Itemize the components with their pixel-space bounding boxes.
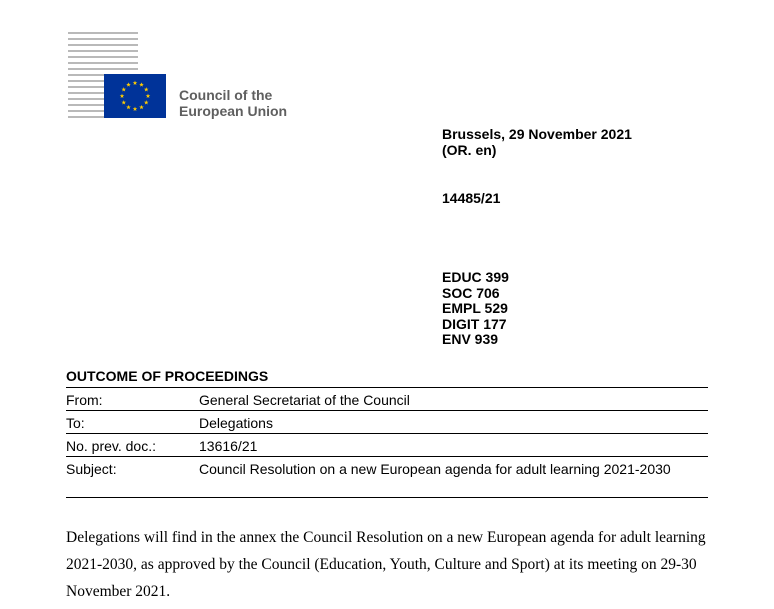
row-value: Delegations: [199, 415, 273, 431]
organization-name: [179, 87, 287, 119]
table-rule: [66, 497, 708, 498]
eu-flag-icon: [104, 74, 166, 118]
code-item: EMPL 529: [442, 300, 508, 316]
code-item: ENV 939: [442, 331, 499, 347]
row-label: To:: [66, 415, 85, 431]
table-rule: [66, 433, 708, 434]
original-language: (OR. en): [442, 141, 497, 158]
table-rule: [66, 410, 708, 411]
row-value: General Secretariat of the Council: [199, 392, 410, 408]
council-logo: [68, 30, 308, 120]
code-item: DIGIT 177: [442, 315, 507, 332]
document-number-block: [442, 191, 500, 207]
body-paragraph: Delegations will find in the annex the Council Resolution on a new European agenda for adult learning 2021-2030, as approved by the Council (Education, Youth, Culture and Sport) at its meeting on 29-30 November 2021.: [66, 529, 706, 600]
document-number: 14485/21: [442, 190, 501, 206]
table-rule: [66, 387, 708, 388]
code-item: SOC 706: [442, 284, 500, 301]
table-rule: [66, 456, 708, 457]
row-label: No. prev. doc.:: [66, 438, 157, 454]
org-line-1: Council of the: [179, 87, 273, 103]
code-item: EDUC 399: [442, 269, 509, 285]
row-label: Subject:: [66, 461, 117, 477]
org-line-2: European Union: [179, 103, 288, 119]
classification-codes: [442, 270, 509, 348]
place-date-block: [442, 127, 632, 158]
row-value: Council Resolution on a new European agenda for adult learning 2021-2030: [199, 461, 671, 477]
row-value: 13616/21: [199, 438, 258, 454]
proceedings-heading: OUTCOME OF PROCEEDINGS: [66, 368, 269, 384]
row-label: From:: [66, 392, 103, 408]
place-date: Brussels, 29 November 2021: [442, 126, 632, 142]
